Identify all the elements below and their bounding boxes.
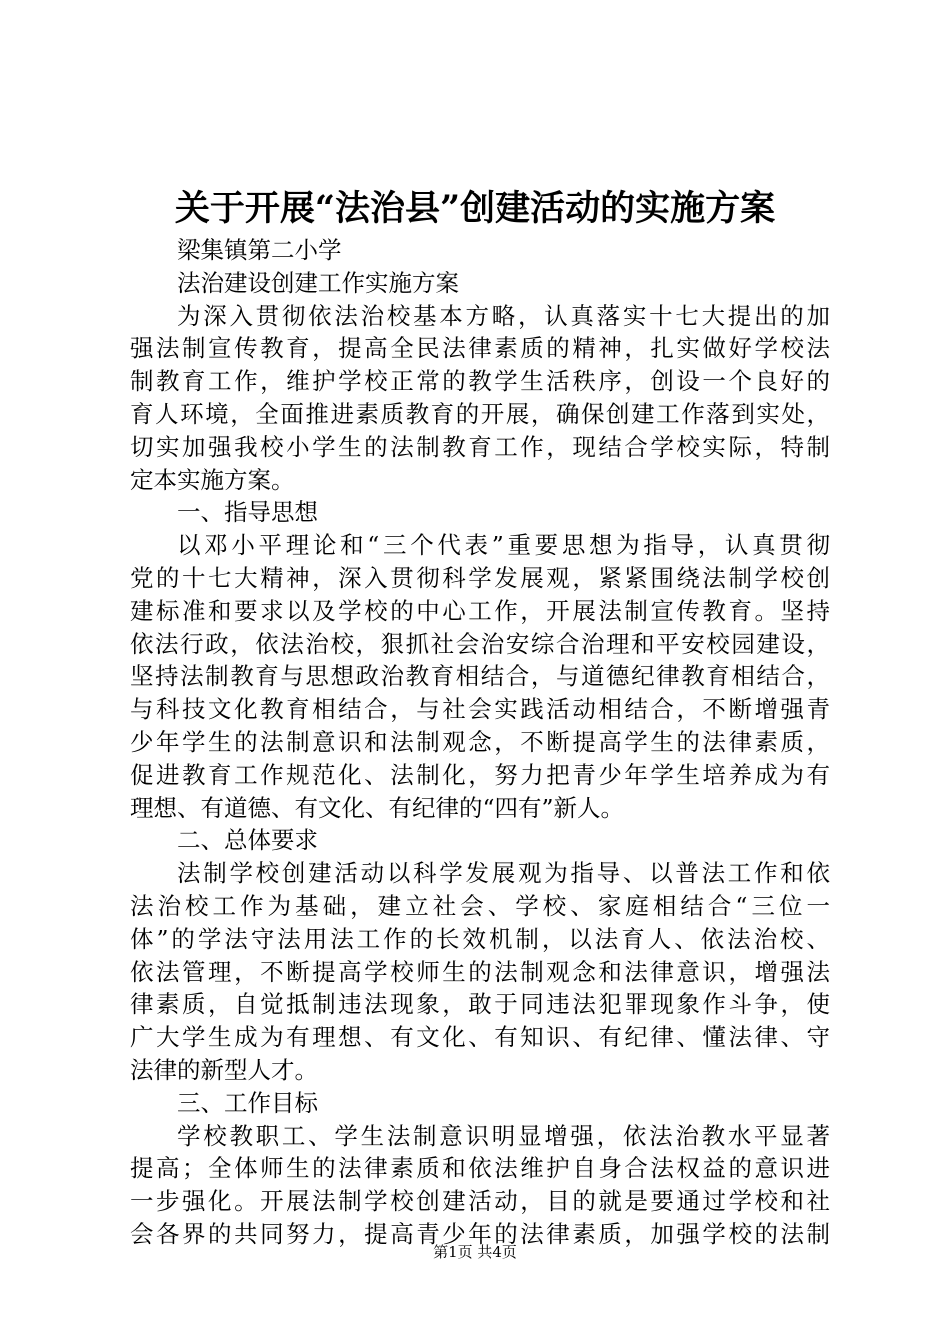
paragraph-line: 广大学生成为有理想、有文化、有知识、有纪律、懂法律、守 (130, 1023, 830, 1052)
paragraph-line: 坚持法制教育与思想政治教育相结合，与道德纪律教育相结合， (130, 662, 830, 691)
section-heading: 一、指导思想 (177, 498, 318, 527)
paragraph-line: 一步强化。开展法制学校创建活动，目的就是要通过学校和社 (130, 1187, 830, 1216)
paragraph-line: 法治校工作为基础，建立社会、学校、家庭相结合“三位一 (130, 891, 830, 920)
paragraph-line: 建标准和要求以及学校的中心工作，开展法制宣传教育。坚持 (130, 596, 830, 625)
paragraph-line: 为深入贯彻依法治校基本方略，认真落实十七大提出的加 (177, 301, 830, 330)
paragraph-line: 定本实施方案。 (130, 465, 295, 494)
paragraph-line: 依法行政，依法治校，狠抓社会治安综合治理和平安校园建设， (130, 629, 830, 658)
section-heading: 二、总体要求 (177, 826, 318, 855)
paragraph-line: 理想、有道德、有文化、有纪律的“四有”新人。 (130, 793, 625, 822)
paragraph-line: 促进教育工作规范化、法制化，努力把青少年学生培养成为有 (130, 760, 830, 789)
paragraph-line: 少年学生的法制意识和法制观念，不断提高学生的法律素质， (130, 727, 830, 756)
subtitle-line: 法治建设创建工作实施方案 (177, 268, 459, 297)
document-title: 关于开展“法治县”创建活动的实施方案 (174, 188, 776, 229)
school-name-line: 梁集镇第二小学 (177, 236, 342, 264)
paragraph-line: 以邓小平理论和“三个代表”重要思想为指导，认真贯彻 (177, 531, 830, 560)
paragraph-line: 学校教职工、学生法制意识明显增强，依法治教水平显著 (177, 1121, 830, 1150)
paragraph-line: 切实加强我校小学生的法制教育工作，现结合学校实际，特制 (130, 432, 830, 461)
paragraph-line: 体”的学法守法用法工作的长效机制，以法育人、依法治校、 (130, 924, 830, 953)
paragraph-line: 提高；全体师生的法律素质和依法维护自身合法权益的意识进 (130, 1154, 830, 1183)
paragraph-line: 育人环境，全面推进素质教育的开展，确保创建工作落到实处， (130, 399, 830, 428)
paragraph-line: 制教育工作，维护学校正常的教学生活秩序，创设一个良好的 (130, 367, 830, 396)
document-body (130, 234, 830, 1251)
paragraph-line: 法制学校创建活动以科学发展观为指导、以普法工作和依 (177, 859, 830, 888)
paragraph-line: 与科技文化教育相结合，与社会实践活动相结合，不断增强青 (130, 695, 830, 724)
paragraph-line: 党的十七大精神，深入贯彻科学发展观，紧紧围绕法制学校创 (130, 563, 830, 592)
paragraph-line: 法律的新型人才。 (130, 1055, 318, 1084)
page-number-footer: 第1页 共4页 (433, 1243, 517, 1261)
paragraph-line: 依法管理，不断提高学校师生的法制观念和法律意识，增强法 (130, 957, 830, 986)
paragraph-line: 会各界的共同努力，提高青少年的法律素质，加强学校的法制 (130, 1219, 830, 1248)
paragraph-line: 律素质，自觉抵制违法现象，敢于同违法犯罪现象作斗争，使 (130, 990, 830, 1019)
paragraph-line: 强法制宣传教育，提高全民法律素质的精神，扎实做好学校法 (130, 334, 830, 363)
section-heading: 三、工作目标 (177, 1088, 318, 1117)
